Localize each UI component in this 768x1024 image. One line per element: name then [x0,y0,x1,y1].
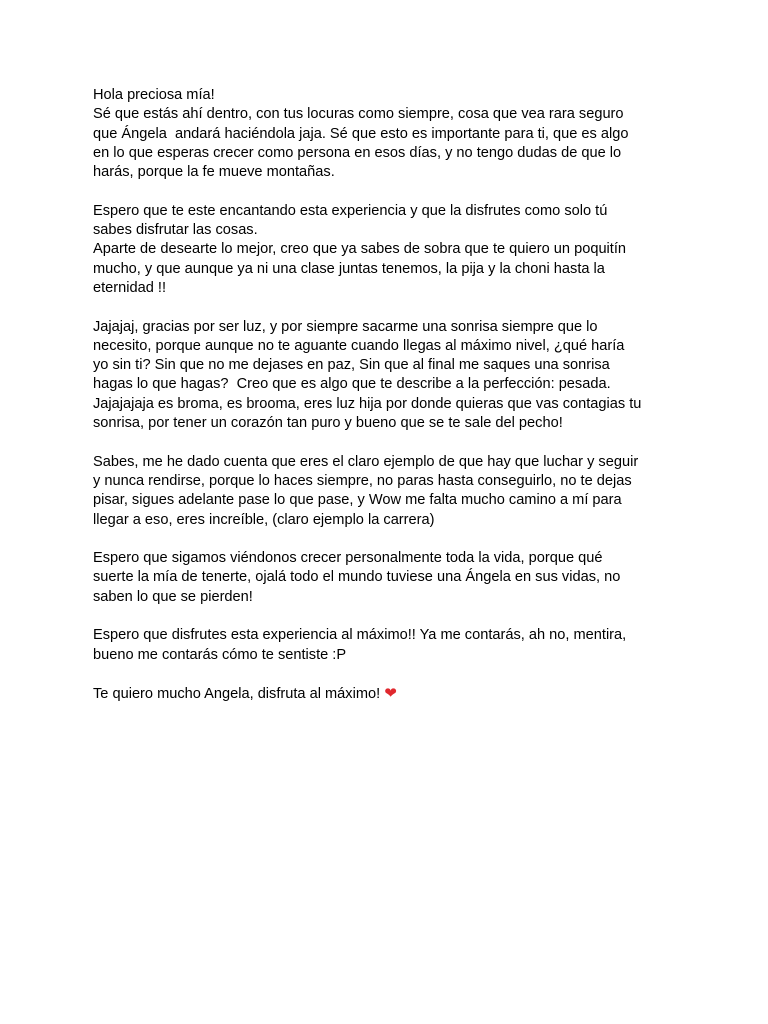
text-line: y nunca rendirse, porque lo haces siempre, no paras hasta conseguirlo, no te dejas [93,472,632,489]
text-line: Espero que te este encantando esta experiencia y que la disfrutes como solo tú [93,202,608,219]
paragraph-enjoy [93,626,693,665]
letter-body [93,86,693,724]
text-line: Espero que disfrutes esta experiencia al máximo!! Ya me contarás, ah no, mentira, [93,627,627,644]
text-line: sonrisa, por tener un corazón tan puro y bueno que se te sale del pecho! [93,415,563,432]
text-line: Sé que estás ahí dentro, con tus locuras como siempre, cosa que vea rara seguro [93,106,624,123]
paragraph-closing [93,684,693,704]
red-heart-icon: ❤ [384,684,397,703]
paragraph-gratitude [93,318,693,434]
closing-text: Te quiero mucho Angela, disfruta al máximo! [93,686,385,703]
paragraph-experience [93,202,693,298]
text-line: necesito, porque aunque no te aguante cuando llegas al máximo nivel, ¿qué haría [93,337,625,354]
text-line: llegar a eso, eres increíble, (claro ejemplo la carrera) [93,511,435,528]
text-line: Jajajajaja es broma, es brooma, eres luz hija por donde quieras que vas contagias tu [93,395,642,412]
text-line: mucho, y que aunque ya ni una clase juntas tenemos, la pija y la choni hasta la [93,260,605,277]
closing-line [93,684,693,704]
text-line: Sabes, me he dado cuenta que eres el claro ejemplo de que hay que luchar y seguir [93,453,639,470]
paragraph-greeting [93,86,693,182]
text-line: pisar, sigues adelante pase lo que pase, y Wow me falta mucho camino a mí para [93,492,622,509]
text-line: sabes disfrutar las cosas. [93,222,258,239]
text-line: Jajajaj, gracias por ser luz, y por siempre sacarme una sonrisa siempre que lo [93,318,598,335]
text-line: suerte la mía de tenerte, ojalá todo el mundo tuviese una Ángela en sus vidas, no [93,569,621,586]
text-line: eternidad !! [93,279,167,296]
text-line: Hola preciosa mía! [93,87,215,103]
text-line: que Ángela andará haciéndola jaja. Sé que esto es importante para ti, que es algo [93,125,629,142]
text-line: yo sin ti? Sin que no me dejases en paz, Sin que al final me saques una sonrisa [93,357,610,374]
text-line: hagas lo que hagas? Creo que es algo que te describe a la perfección: pesada. [93,376,611,393]
text-line: Aparte de desearte lo mejor, creo que ya sabes de sobra que te quiero un poquitín [93,241,627,258]
text-line: bueno me contarás cómo te sentiste :P [93,646,347,663]
paragraph-example [93,453,693,530]
paragraph-growth [93,549,693,607]
text-line: saben lo que se pierden! [93,588,253,605]
text-line: Espero que sigamos viéndonos crecer personalmente toda la vida, porque qué [93,550,603,567]
text-line: harás, porque la fe mueve montañas. [93,164,335,181]
text-line: en lo que esperas crecer como persona en esos días, y no tengo dudas de que lo [93,144,622,161]
